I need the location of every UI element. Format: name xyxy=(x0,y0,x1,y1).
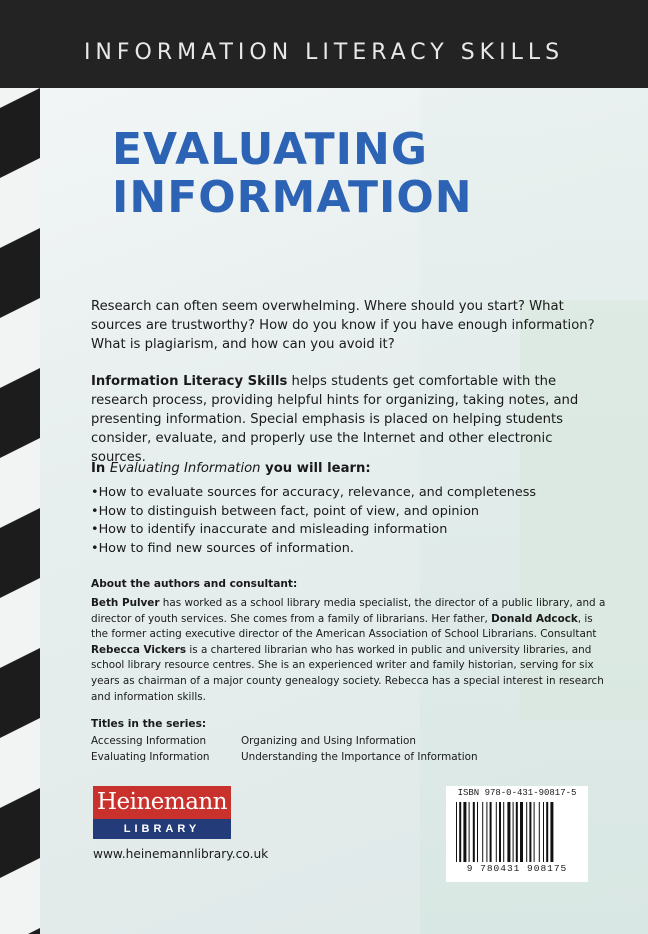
book-title xyxy=(112,126,473,222)
list-item: • How to identify inaccurate and misleading information xyxy=(91,521,611,540)
barcode-digits: 9 780431 908175 xyxy=(466,863,568,874)
title-line-1: EVALUATING xyxy=(112,124,428,175)
authors-text-part: has worked as a school library media specialist, the director of a public library, and a director of youth services. She comes from a family of librarians. Her father, xyxy=(91,597,606,625)
list-item: • How to find new sources of information. xyxy=(91,540,611,559)
series-titles-column xyxy=(91,734,210,765)
series-titles-column xyxy=(241,734,478,765)
series-title: Understanding the Importance of Information xyxy=(241,750,478,763)
description-body: helps students get comfortable with the research process, providing helpful hints for organizing, taking notes, and presenting information. Special emphasis is placed on helping students consider, evaluate, and properly use the Internet and other electronic sources. xyxy=(91,374,579,465)
barcode-icon xyxy=(454,802,580,862)
isbn-label: ISBN 978-0-431-90817-5 xyxy=(457,788,577,798)
authors-heading: About the authors and consultant: xyxy=(91,578,298,590)
intro-paragraph: Research can often seem overwhelming. Where should you start? What sources are trustworthy? How do you know if you have enough information? What is plagiarism, and how can you avoid it? xyxy=(91,299,595,352)
publisher-name: Heinemann xyxy=(93,786,231,819)
series-name: Information Literacy Skills xyxy=(91,374,288,389)
learn-suffix: you will learn: xyxy=(260,461,371,476)
author-name: Donald Adcock xyxy=(491,612,578,625)
series-title: Organizing and Using Information xyxy=(241,735,416,747)
hazard-stripes xyxy=(0,88,40,934)
isbn-barcode-box xyxy=(446,786,588,882)
publisher-logo xyxy=(93,786,231,839)
series-titles-heading: Titles in the series: xyxy=(91,718,207,730)
learn-heading xyxy=(91,461,611,476)
publisher-website: www.heinemannlibrary.co.uk xyxy=(93,847,269,861)
series-label: INFORMATION LITERACY SKILLS xyxy=(83,40,565,65)
learn-prefix: In xyxy=(91,461,110,476)
title-line-2: INFORMATION xyxy=(112,172,473,223)
list-item: • How to evaluate sources for accuracy, relevance, and completeness xyxy=(91,484,611,503)
authors-text-part: , is the former acting executive director of the American Association of School Librarians. Consultant xyxy=(91,612,597,641)
authors-text-part: is a chartered librarian who has worked in public and university libraries, and school library resource centres. She is an experienced writer and family historian, serving for six years as chairman of a major county genealogy society. Rebecca has a special interest in research and information skills. xyxy=(91,643,604,703)
learn-book-title: Evaluating Information xyxy=(109,461,261,476)
authors-paragraph xyxy=(91,596,611,705)
series-title: Evaluating Information xyxy=(91,750,210,763)
description-paragraph xyxy=(91,372,611,467)
list-item: • How to distinguish between fact, point of view, and opinion xyxy=(91,503,611,522)
series-title: Accessing Information xyxy=(91,735,207,747)
author-name: Beth Pulver xyxy=(91,597,160,609)
learn-list xyxy=(91,484,611,558)
consultant-name: Rebecca Vickers xyxy=(91,643,187,656)
publisher-imprint: LIBRARY xyxy=(93,819,231,839)
